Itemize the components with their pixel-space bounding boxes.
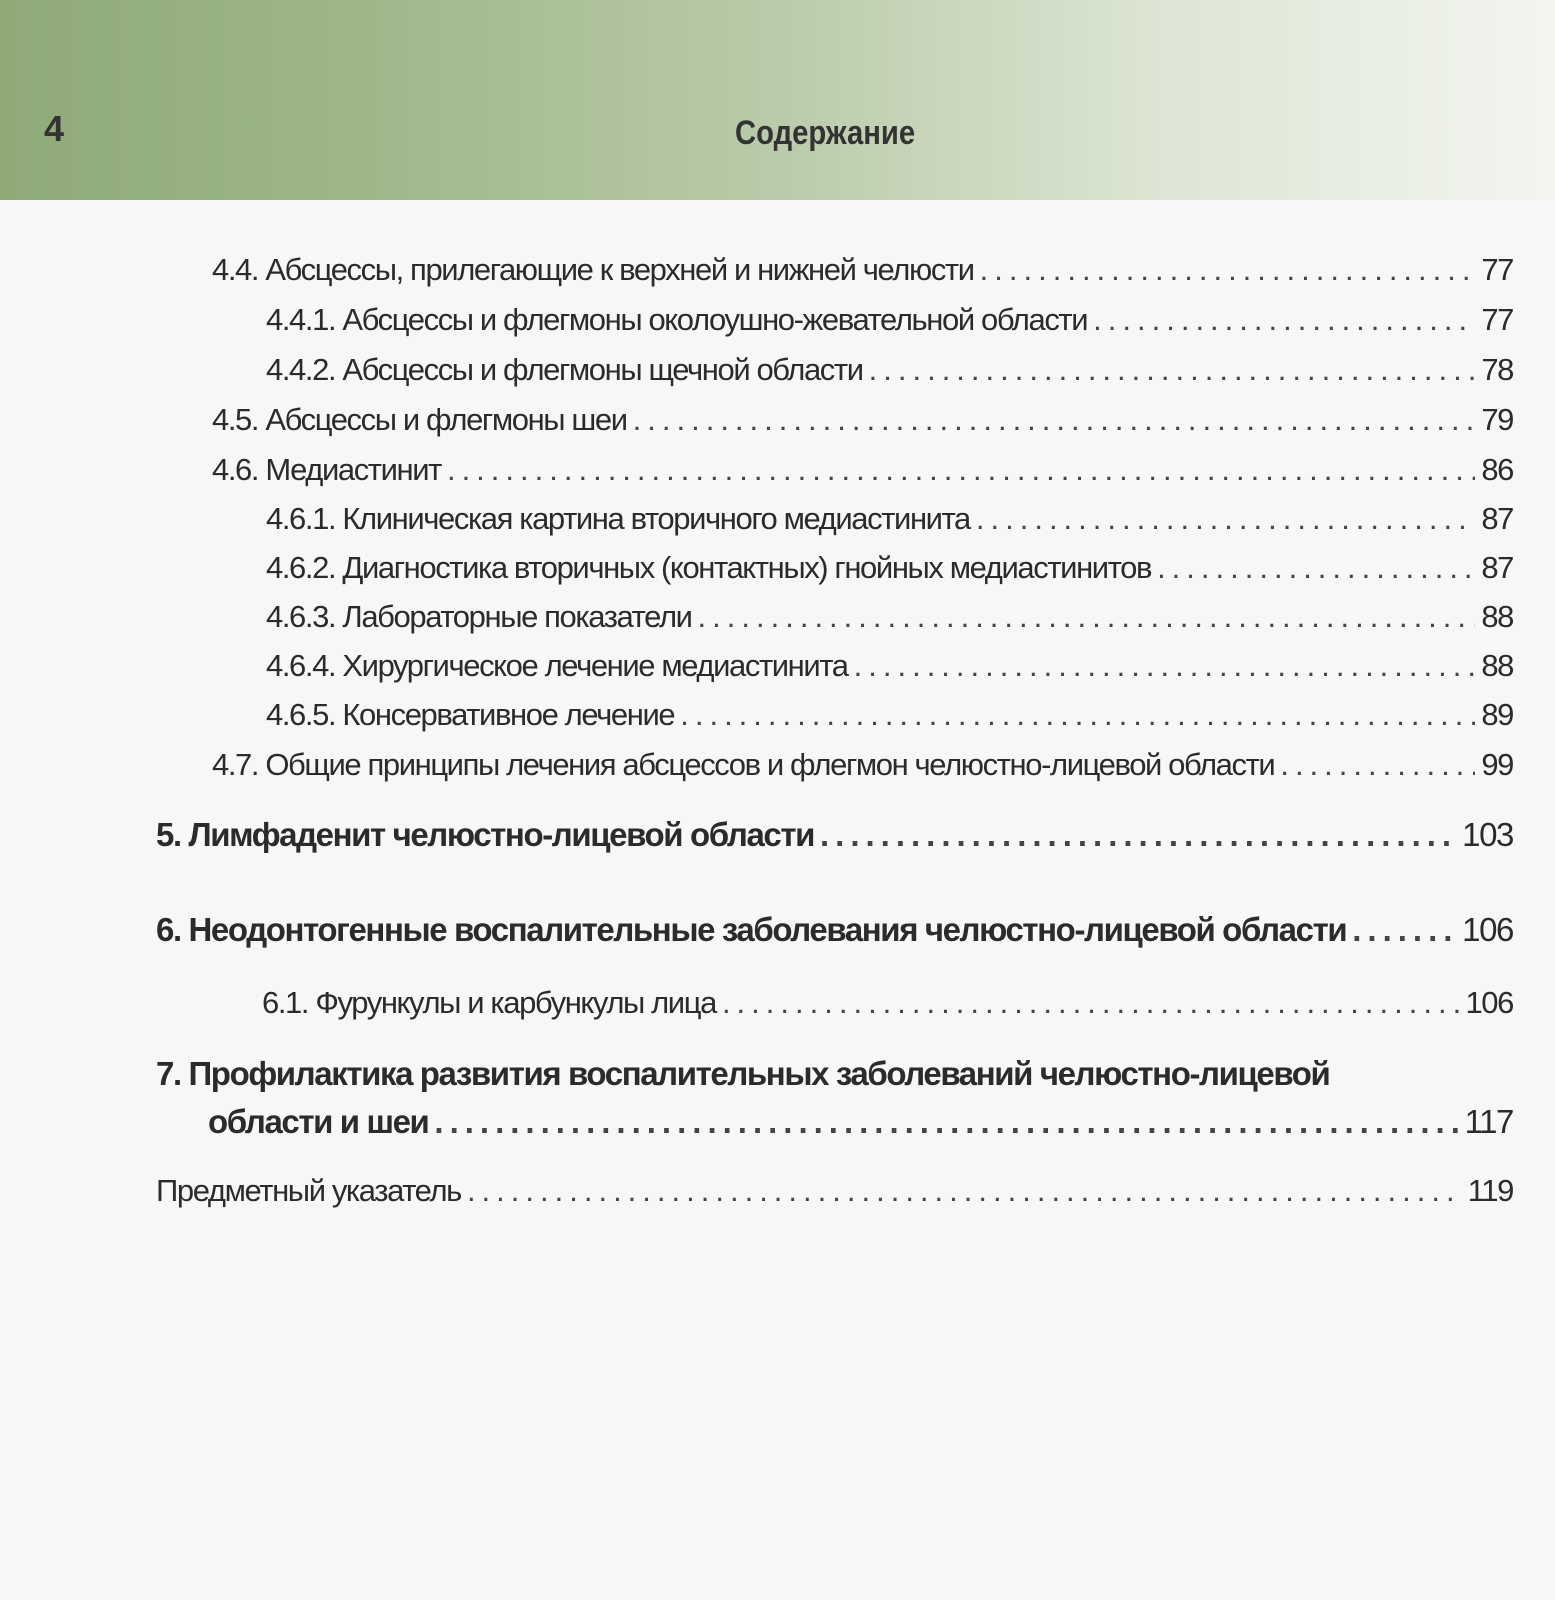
toc-entry-label: Предметный указатель [156,1173,461,1208]
toc-entry-page: 79 [1481,402,1513,437]
toc-entry-label: 4.6.5. Консервативное лечение [266,697,675,732]
toc-entry-label: 4.4. Абсцессы, прилегающие к верхней и нижней челюсти [212,252,974,287]
toc-entry [266,697,1513,733]
toc-entry-page: 106 [1465,985,1513,1020]
toc-leader-dots [633,402,1476,438]
toc-entry-page: 89 [1481,697,1513,732]
toc-leader-dots [854,648,1476,684]
toc-entry [156,1173,1513,1209]
toc-entry-page: 88 [1481,599,1513,634]
toc-entry-page: 88 [1481,648,1513,683]
toc-entry-page: 99 [1481,747,1513,782]
toc-entry-page: 103 [1462,816,1513,853]
toc-entry [266,302,1513,338]
toc-entry-label: 4.4.2. Абсцессы и флегмоны щечной области [266,352,863,387]
toc-entry-label: 5. Лимфаденит челюстно-лицевой области [156,816,814,853]
toc-entry-label: 4.6.3. Лабораторные показатели [266,599,692,634]
toc-entry [266,550,1513,586]
toc-leader-dots [976,501,1475,537]
toc-entry-page: 117 [1464,1103,1513,1140]
toc-leader-dots [467,1173,1462,1209]
toc-entry-page: 87 [1481,501,1513,536]
toc-entry-page: 86 [1481,452,1513,487]
toc-entry [212,402,1513,438]
toc-entry [262,985,1513,1021]
toc-leader-dots [1280,747,1475,783]
page-title: Содержание [735,114,916,152]
toc-entry-page: 106 [1462,911,1513,948]
toc-entry-page: 119 [1467,1173,1513,1208]
toc-entry-label: 6. Неодонтогенные воспалительные заболевания челюстно-лицевой области [156,911,1347,948]
toc-leader-dots [820,816,1456,854]
toc-entry [266,599,1513,635]
toc-chapter [156,816,1513,854]
page-number: 4 [44,108,65,149]
toc-entry-label: 4.6. Медиастинит [212,452,441,487]
toc-leader-dots [1093,302,1475,338]
toc-leader-dots [1352,911,1456,949]
toc-entry [212,747,1513,783]
toc-entry [266,648,1513,684]
toc-entry-page: 77 [1481,302,1513,337]
toc-entry-label: 4.4.1. Абсцессы и флегмоны околоушно-жевательной области [266,302,1088,337]
toc-chapter-line1: 7. Профилактика развития воспалительных заболеваний челюстно-лицевой [156,1055,1330,1092]
toc-leader-dots [722,985,1460,1021]
toc-entry-label: 4.6.4. Хирургическое лечение медиастинита [266,648,848,683]
toc-entry-label: 4.6.2. Диагностика вторичных (контактных) гнойных медиастинитов [266,550,1152,585]
toc-leader-dots [434,1103,1458,1141]
toc-leader-dots [980,252,1476,288]
toc-entry [212,452,1513,488]
toc-entry-page: 87 [1481,550,1513,585]
toc-entry [266,501,1513,537]
toc-leader-dots [698,599,1476,635]
toc-entry-label: области и шеи [208,1103,429,1140]
toc-entry-page: 77 [1481,252,1513,287]
toc-entry-label: 6.1. Фурункулы и карбункулы лица [262,985,716,1020]
toc-entry-label: 4.7. Общие принципы лечения абсцессов и флегмон челюстно-лицевой области [212,747,1275,782]
toc-leader-dots [1157,550,1475,586]
toc-entry-page: 78 [1481,352,1513,387]
toc-leader-dots [869,352,1476,388]
toc-entry-label: 4.5. Абсцессы и флегмоны шеи [212,402,627,437]
toc-entry [212,252,1513,288]
toc-chapter [156,911,1513,949]
toc-chapter [208,1103,1513,1141]
toc-leader-dots [680,697,1475,733]
toc-entry-label: 4.6.1. Клиническая картина вторичного медиастинита [266,501,970,536]
toc-entry [266,352,1513,388]
toc-leader-dots [447,452,1475,488]
